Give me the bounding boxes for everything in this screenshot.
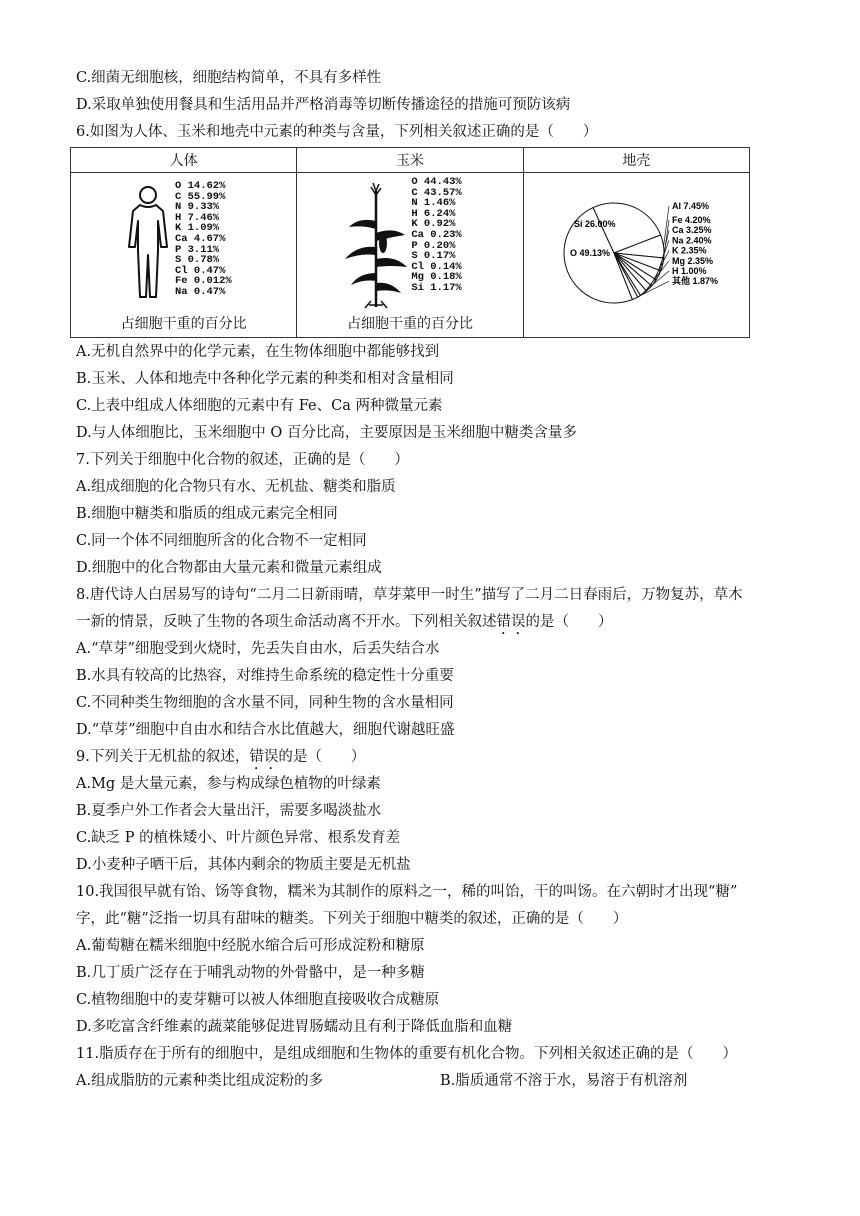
pie-label-9: 其他 1.87% — [671, 276, 718, 287]
q6-option-b: B.玉米、人体和地壳中各种化学元素的种类和相对含量相同 — [76, 371, 454, 387]
pie-label-7: Mg 2.35% — [671, 255, 713, 266]
q8-option-b: B.水具有较高的比热容，对维持生命系统的稳定性十分重要 — [76, 668, 454, 684]
q8-stem-line1: 8.唐代诗人白居易写的诗句“二月二日新雨晴，草芽菜甲一时生”描写了二月二日春雨后，万物复苏，草木 — [76, 587, 743, 603]
corn-element-2: N 1.46% — [411, 197, 456, 210]
q11-option-a: A.组成脂肪的元素种类比组成淀粉的多 — [76, 1073, 324, 1089]
q8-stem-line2 — [76, 612, 613, 638]
corn-element-3: H 6.24% — [411, 207, 456, 220]
human-cell — [71, 173, 296, 337]
q7-option-a: A.组成细胞的化合物只有水、无机盐、糖类和脂质 — [76, 479, 396, 495]
q9-stem — [76, 747, 365, 773]
q10-stem-line2: 字，此“糖”泛指一切具有甜味的糖类。下列关于细胞中糖类的叙述，正确的是（ ） — [76, 911, 628, 927]
corn-element-9: Mg 0.18% — [411, 271, 462, 284]
pie-label-8: H 1.00% — [671, 266, 707, 276]
crust-cell — [524, 173, 749, 337]
q11-option-b: B.脂质通常不溶于水，易溶于有机溶剂 — [440, 1073, 688, 1089]
corn-element-1: C 43.57% — [411, 186, 462, 199]
q8-option-d: D.“草芽”细胞中自由水和结合水比值越大，细胞代谢越旺盛 — [76, 722, 455, 738]
q6-option-c: C.上表中组成人体细胞的元素中有 Fe、Ca 两种微量元素 — [76, 398, 443, 414]
corn-cell — [297, 173, 522, 337]
corn-element-6: P 0.20% — [411, 239, 456, 252]
corn-caption: 占细胞干重的百分比 — [346, 316, 473, 332]
q5-option-d: D.采取单独使用餐具和生活用品并严格消毒等切断传播途径的措施可预防该病 — [76, 97, 571, 113]
human-element-2: N 9.33% — [175, 201, 220, 214]
q8-option-a: A.“草芽”细胞受到火烧时，先丢失自由水，后丢失结合水 — [76, 641, 440, 657]
human-element-5: Ca 4.67% — [175, 232, 226, 245]
human-element-7: S 0.78% — [175, 254, 220, 267]
q9-option-a: A.Mg 是大量元素，参与构成绿色植物的叶绿素 — [76, 776, 381, 792]
q6-option-d: D.与人体细胞比，玉米细胞中 O 百分比高，主要原因是玉米细胞中糖类含量多 — [76, 425, 577, 441]
corn-element-8: Cl 0.14% — [411, 260, 462, 273]
q7-stem: 7.下列关于细胞中化合物的叙述，正确的是（ ） — [76, 452, 409, 468]
crust-pie-chart — [524, 173, 750, 337]
corn-element-list — [411, 177, 461, 294]
q7-option-d: D.细胞中的化合物都由大量元素和微量元素组成 — [76, 560, 382, 576]
human-element-9: Fe 0.012% — [175, 275, 232, 288]
q11-stem: 11.脂质存在于所有的细胞中，是组成细胞和生物体的重要有机化合物。下列相关叙述正确的是（ ） — [76, 1046, 738, 1062]
q10-stem-line1: 10.我国很早就有饴、饧等食物，糯米为其制作的原料之一，稀的叫饴，干的叫饧。在六朝时才出现“糖” — [76, 884, 738, 900]
q7-option-b: B.细胞中糖类和脂质的组成元素完全相同 — [76, 506, 338, 522]
q8-option-c: C.不同种类生物细胞的含水量不同，同种生物的含水量相同 — [76, 695, 454, 711]
q6-stem: 6.如图为人体、玉米和地壳中元素的种类与含量，下列相关叙述正确的是（ ） — [76, 124, 598, 140]
human-element-6: P 3.11% — [175, 243, 220, 256]
human-element-3: H 7.46% — [175, 211, 220, 224]
pie-label-3: Fe 4.20% — [671, 215, 711, 225]
q5-option-c: C.细菌无细胞核，细胞结构简单，不具有多样性 — [76, 70, 382, 86]
q8-stem-text: 一新的情景，反映了生物的各项生命活动离不开水。下列相关叙述 — [76, 614, 497, 630]
human-element-10: Na 0.47% — [175, 285, 226, 298]
q9-option-d: D.小麦种子晒干后，其体内剩余的物质主要是无机盐 — [76, 857, 411, 873]
pie-label-4: Ca 3.25% — [671, 225, 712, 236]
q9-option-c: C.缺乏 P 的植株矮小、叶片颜色异常、根系发育差 — [76, 830, 401, 846]
header-crust: 地壳 — [523, 148, 749, 173]
q9-emphasis: 错误 — [249, 749, 279, 765]
q10-option-a: A.葡萄糖在糯米细胞中经脱水缩合后可形成淀粉和糖原 — [76, 938, 425, 954]
human-element-4: K 1.09% — [175, 222, 220, 235]
q9-stem-end: 的是（ ） — [278, 749, 366, 765]
q8-emphasis: 错误 — [496, 614, 526, 630]
q8-stem-end: 的是（ ） — [525, 614, 613, 630]
corn-element-7: S 0.17% — [411, 250, 456, 263]
human-silhouette-icon — [123, 185, 173, 305]
q6-option-a: A.无机自然界中的化学元素，在生物体细胞中都能够找到 — [76, 344, 440, 360]
pie-label-2: Al 7.45% — [671, 201, 709, 211]
q10-option-d: D.多吃富含纤维素的蔬菜能够促进胃肠蠕动且有利于降低血脂和血糖 — [76, 1019, 513, 1035]
q10-option-b: B.几丁质广泛存在于哺乳动物的外骨骼中，是一种多糖 — [76, 965, 425, 981]
human-element-list — [175, 181, 232, 298]
corn-element-10: Si 1.17% — [411, 281, 462, 294]
q10-option-c: C.植物细胞中的麦芽糖可以被人体细胞直接吸收合成糖原 — [76, 992, 440, 1008]
pie-label-6: K 2.35% — [671, 245, 707, 256]
pie-label-5: Na 2.40% — [671, 235, 712, 246]
corn-element-0: O 44.43% — [411, 176, 462, 188]
header-corn: 玉米 — [297, 148, 523, 173]
human-element-1: C 55.99% — [175, 190, 226, 203]
element-figure-table — [70, 147, 750, 338]
pie-label-0: O 49.13% — [569, 248, 610, 258]
q7-option-c: C.同一个体不同细胞所含的化合物不一定相同 — [76, 533, 367, 549]
human-element-8: Cl 0.47% — [175, 264, 226, 277]
corn-plant-icon — [341, 181, 411, 309]
corn-element-4: K 0.92% — [411, 218, 456, 231]
q9-stem-text: 9.下列关于无机盐的叙述， — [76, 749, 250, 765]
header-human: 人体 — [71, 148, 297, 173]
human-caption: 占细胞干重的百分比 — [120, 316, 247, 332]
human-element-0: O 14.62% — [175, 180, 226, 192]
corn-element-5: Ca 0.23% — [411, 228, 462, 241]
pie-label-1: Si 26.00% — [573, 219, 616, 229]
q9-option-b: B.夏季户外工作者会大量出汗，需要多喝淡盐水 — [76, 803, 382, 819]
